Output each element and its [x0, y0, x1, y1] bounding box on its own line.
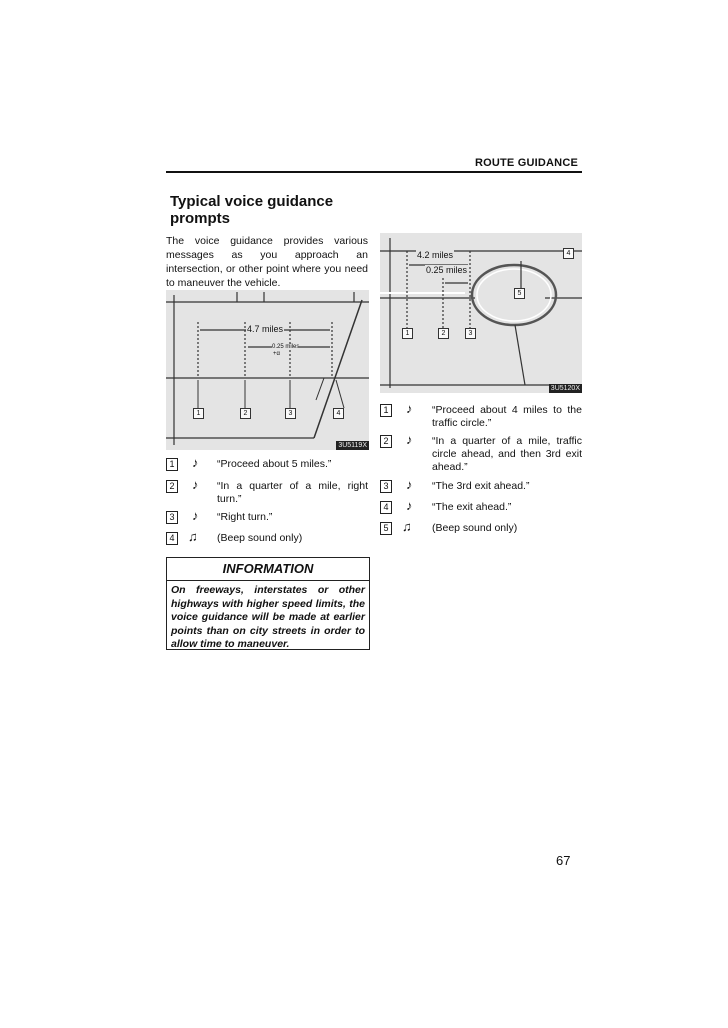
item-number: 5 [380, 522, 392, 535]
single-note-icon: ♪ [406, 477, 413, 492]
figure-code: 3U5119X [338, 442, 367, 449]
prompt-text: “The 3rd exit ahead.” [432, 480, 530, 492]
figure-code: 3U5120X [550, 385, 580, 392]
double-note-icon: ♫ [188, 529, 198, 544]
distance-label: 4.2 miles [417, 250, 454, 260]
figure-traffic-circle-map [380, 233, 582, 393]
item-number: 2 [380, 435, 392, 448]
header-rule [166, 171, 582, 173]
alpha-label: +α [273, 351, 280, 357]
prompt-text: (Beep sound only) [432, 522, 518, 534]
single-note-icon: ♪ [406, 401, 413, 416]
item-number: 3 [380, 480, 392, 493]
prompt-text: “In a quarter of a mile, traffic circle ahead, and then 3rd exit ahead.” [432, 435, 582, 473]
prompt-text: “Proceed about 4 miles to the traffic circle.” [432, 404, 582, 429]
double-note-icon: ♫ [402, 519, 412, 534]
single-note-icon: ♪ [192, 477, 199, 492]
single-note-icon: ♪ [192, 508, 199, 523]
quarter-mile-label: 0.25 miles [272, 344, 300, 350]
item-number: 1 [380, 404, 392, 417]
single-note-icon: ♪ [406, 498, 413, 513]
marker-4: 4 [333, 408, 344, 419]
item-number: 2 [166, 480, 178, 493]
marker-2: 2 [438, 328, 449, 339]
item-number: 4 [166, 532, 178, 545]
page-title: Typical voice guidance prompts [170, 193, 334, 227]
marker-3: 3 [285, 408, 296, 419]
marker-1: 1 [193, 408, 204, 419]
single-note-icon: ♪ [192, 455, 199, 470]
item-number: 3 [166, 511, 178, 524]
page-number: 67 [556, 853, 571, 868]
prompt-text: “The exit ahead.” [432, 501, 512, 513]
marker-1: 1 [402, 328, 413, 339]
prompt-text: “Right turn.” [217, 511, 273, 523]
quarter-mile-label: 0.25 miles [426, 265, 468, 275]
information-heading: INFORMATION [167, 558, 369, 581]
information-body: On freeways, interstates or other highways with higher speed limits, the voice guidance will be made at earlier points than on city streets in order to allow time to maneuver. [171, 584, 365, 650]
marker-5: 5 [514, 288, 525, 299]
marker-2: 2 [240, 408, 251, 419]
item-number: 1 [166, 458, 178, 471]
prompt-text: “In a quarter of a mile, right turn.” [217, 480, 368, 505]
section-header: ROUTE GUIDANCE [474, 157, 578, 169]
single-note-icon: ♪ [406, 432, 413, 447]
information-box [166, 557, 370, 650]
marker-3: 3 [465, 328, 476, 339]
figure-intersection-map [166, 290, 369, 450]
item-number: 4 [380, 501, 392, 514]
marker-4: 4 [563, 248, 574, 259]
prompt-text: (Beep sound only) [217, 532, 303, 544]
intro-paragraph: The voice guidance provides various messages as you approach an intersection, or other point where you need to maneuver the vehicle. [166, 235, 368, 289]
prompt-text: “Proceed about 5 miles.” [217, 458, 332, 470]
distance-label: 4.7 miles [247, 324, 284, 334]
